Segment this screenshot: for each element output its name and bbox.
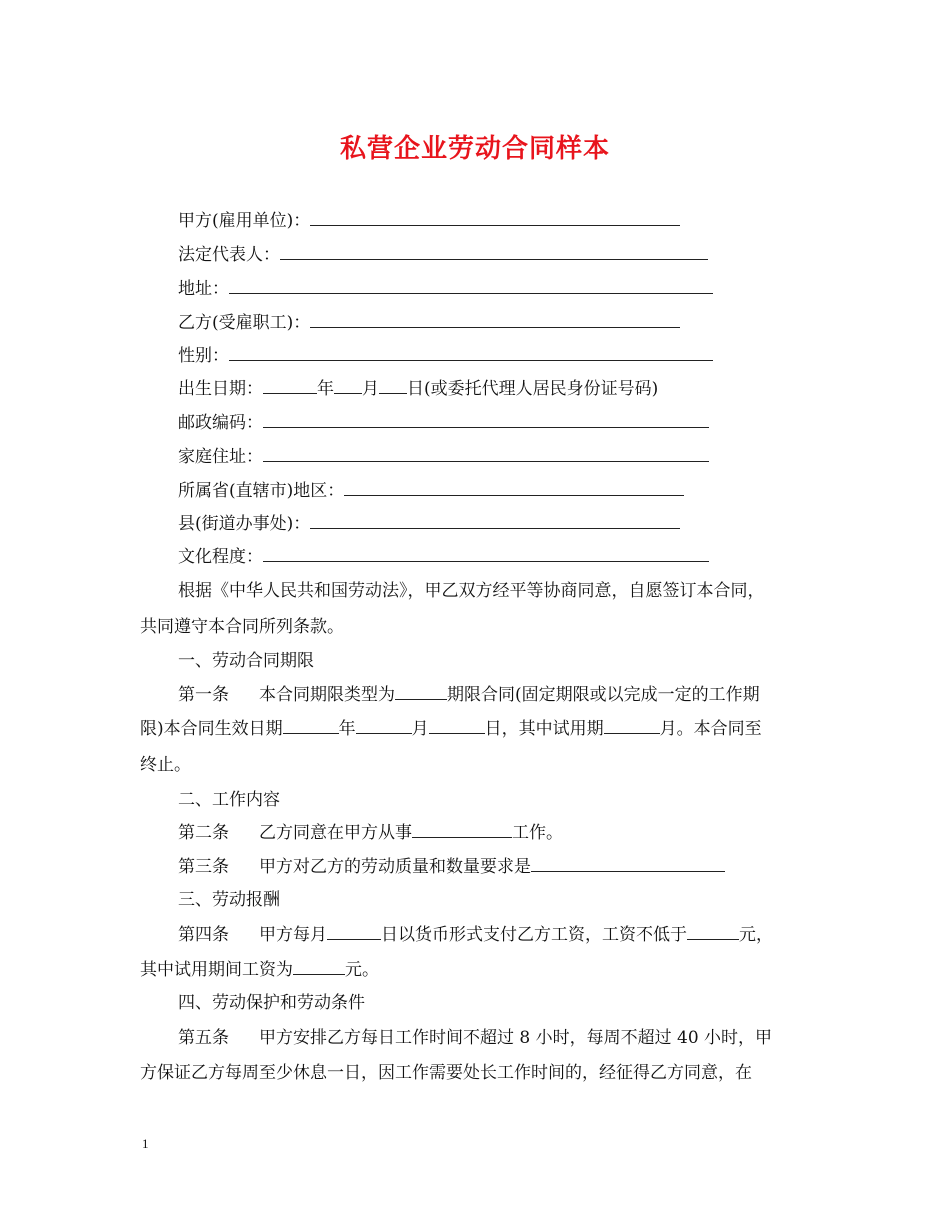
blank-line	[429, 718, 485, 734]
blank-line	[280, 244, 708, 260]
section-heading: 一、劳动合同期限	[178, 651, 314, 671]
field-employee: 乙方(受雇职工)：	[178, 312, 680, 334]
blank-line	[334, 378, 362, 394]
section-heading: 四、劳动保护和劳动条件	[178, 993, 365, 1013]
blank-line	[263, 378, 317, 394]
blank-line	[263, 446, 709, 462]
blank-line	[344, 480, 684, 496]
blank-line	[293, 959, 345, 975]
blank-line	[229, 278, 713, 294]
blank-line	[327, 924, 381, 940]
blank-line	[310, 513, 680, 529]
article-2: 第二条 乙方同意在甲方从事 工作。	[178, 823, 563, 843]
field-province: 所属省(直辖市)地区：	[178, 480, 684, 502]
intro-paragraph: 根据《中华人民共和国劳动法》，甲乙双方经平等协商同意，自愿签订本合同，	[178, 581, 765, 601]
intro-paragraph-cont: 共同遵守本合同所列条款。	[140, 617, 344, 637]
blank-line	[687, 924, 739, 940]
blank-line	[229, 345, 713, 361]
blank-line	[310, 210, 680, 226]
article-1-cont: 限)本合同生效日期 年 月 日，其中试用期 月。本合同至	[140, 719, 762, 739]
blank-line	[283, 718, 339, 734]
field-birthdate: 出生日期： 年 月 日(或委托代理人居民身份证号码)	[178, 379, 659, 399]
field-education: 文化程度：	[178, 546, 709, 568]
article-3: 第三条 甲方对乙方的劳动质量和数量要求是	[178, 856, 725, 878]
blank-line	[263, 546, 709, 562]
field-address: 地址：	[178, 278, 713, 300]
blank-line	[263, 412, 709, 428]
article-5: 第五条 甲方安排乙方每日工作时间不超过 8 小时，每周不超过 40 小时，甲	[178, 1028, 773, 1048]
blank-line	[310, 312, 680, 328]
article-1-end: 终止。	[140, 755, 191, 775]
section-heading: 二、工作内容	[178, 790, 280, 810]
article-5-cont: 方保证乙方每周至少休息一日，因工作需要处长工作时间的，经征得乙方同意，在	[140, 1063, 752, 1083]
blank-line	[412, 822, 512, 838]
field-gender: 性别：	[178, 345, 713, 367]
blank-line	[604, 718, 660, 734]
blank-line	[356, 718, 412, 734]
field-legal-rep: 法定代表人：	[178, 244, 708, 266]
article-4: 第四条 甲方每月 日以货币形式支付乙方工资，工资不低于 元，	[178, 925, 773, 945]
page-number: 1	[142, 1136, 149, 1151]
section-heading: 三、劳动报酬	[178, 890, 280, 910]
field-employer: 甲方(雇用单位)：	[178, 210, 680, 232]
field-home-address: 家庭住址：	[178, 446, 709, 468]
document-title: 私营企业劳动合同样本	[339, 134, 610, 164]
article-1: 第一条 本合同期限类型为 期限合同(固定期限或以完成一定的工作期	[178, 685, 760, 705]
blank-line	[379, 378, 407, 394]
blank-line	[531, 856, 725, 872]
field-postcode: 邮政编码：	[178, 412, 709, 434]
field-county: 县(街道办事处)：	[178, 513, 680, 535]
blank-line	[395, 684, 447, 700]
article-4-cont: 其中试用期间工资为 元。	[140, 960, 379, 980]
